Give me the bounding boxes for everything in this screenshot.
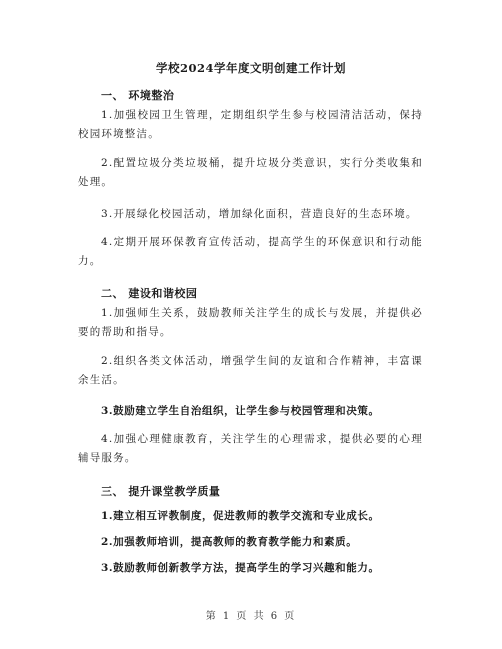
section-heading-teaching: 三、 提升课堂教学质量 [101,485,221,498]
section-heading-harmony: 二、 建设和谐校园 [101,287,198,300]
document-title: 学校2024学年度文明创建工作计划 [155,61,346,75]
list-item: 1.建立相互评教制度，促进教师的教学交流和专业成长。 [101,510,380,522]
list-item: 2.配置垃圾分类垃圾桶，提升垃圾分类意识，实行分类收集和处理。 [78,157,423,188]
list-item: 3.鼓励教师创新教学方法，提高学生的学习兴趣和能力。 [101,562,380,574]
page-footer: 第 1 页 共 6 页 [205,611,297,622]
list-item: 1.加强师生关系，鼓励教师关注学生的成长与发展，并提供必要的帮助和指导。 [78,307,423,338]
list-item: 3.鼓励建立学生自治组织，让学生参与校园管理和决策。 [101,405,380,417]
list-item: 2.加强教师培训，提高教师的教育教学能力和素质。 [101,536,358,548]
list-item: 4.定期开展环保教育宣传活动，提高学生的环保意识和行动能力。 [78,236,423,267]
list-item: 4.加强心理健康教育，关注学生的心理需求，提供必要的心理辅导服务。 [78,433,423,464]
list-item: 3.开展绿化校园活动，增加绿化面积，营造良好的生态环境。 [101,208,418,220]
list-item: 2.组织各类文体活动，增强学生间的友谊和合作精神，丰富课余生活。 [78,355,423,386]
list-item: 1.加强校园卫生管理，定期组织学生参与校园清洁活动，保持校园环境整洁。 [78,109,423,140]
section-heading-environment: 一、 环境整治 [101,89,175,102]
